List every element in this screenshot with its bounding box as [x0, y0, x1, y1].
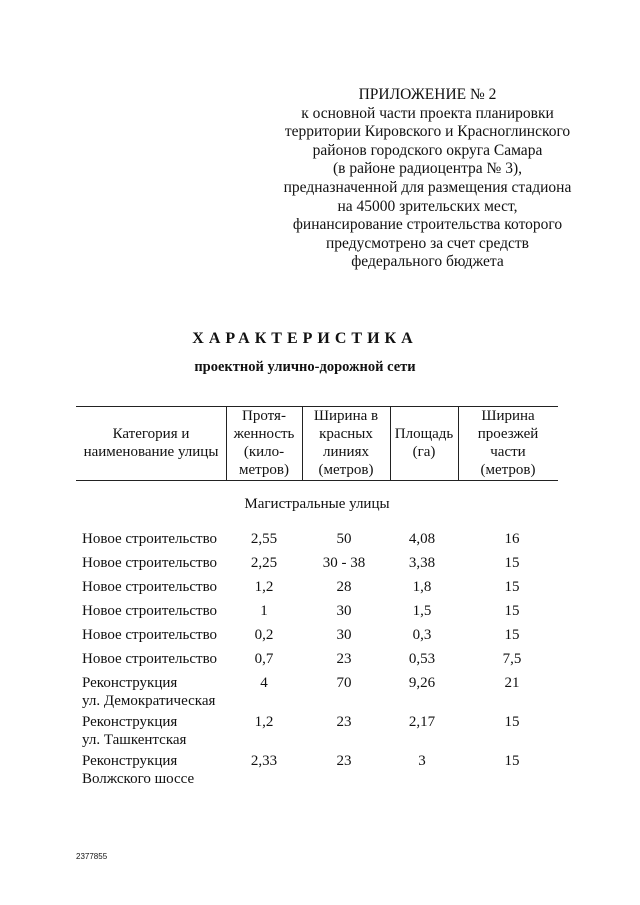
header-text: женность — [233, 426, 295, 442]
red-line-width-cell: 23 — [336, 714, 352, 730]
document-number: 2377855 — [76, 852, 108, 861]
length-cell: 1,2 — [254, 579, 274, 595]
roadway-width-cell: 7,5 — [502, 651, 522, 667]
red-line-width-cell: 23 — [336, 651, 352, 667]
header-text: красных — [319, 426, 373, 442]
header-text: (га) — [412, 444, 436, 460]
red-line-width-cell: 50 — [336, 531, 352, 547]
roadway-width-cell: 15 — [504, 555, 520, 571]
header-text: Категория и — [112, 426, 190, 442]
red-line-width-cell: 23 — [336, 753, 352, 769]
table-body — [76, 530, 558, 791]
section-title: Магистральные улицы — [244, 496, 390, 512]
table-row — [76, 752, 558, 791]
header-text: (метров) — [318, 462, 374, 478]
header-text: Ширина в — [313, 408, 379, 424]
header-roadway-width — [458, 406, 558, 480]
area-cell: 9,26 — [408, 675, 436, 691]
street-name: Реконструкция ул. Демократическая — [82, 675, 216, 709]
header-text: линиях — [323, 444, 369, 460]
area-cell: 3 — [418, 753, 426, 769]
appendix-line: территории Кировского и Красноглинского — [284, 123, 571, 141]
table-row — [76, 530, 558, 554]
table-row — [76, 578, 558, 602]
length-cell: 2,33 — [250, 753, 278, 769]
header-text: наименование улицы — [83, 444, 219, 460]
appendix-line: к основной части проекта планировки — [301, 104, 554, 122]
length-cell: 0,2 — [254, 627, 274, 643]
roadway-width-cell: 15 — [504, 627, 520, 643]
street-name: Новое строительство — [82, 603, 218, 619]
roadway-width-cell: 15 — [504, 603, 520, 619]
area-cell: 0,3 — [412, 627, 432, 643]
red-line-width-cell: 30 — [336, 627, 352, 643]
length-cell: 2,25 — [250, 555, 278, 571]
header-length — [226, 406, 302, 480]
street-name: Новое строительство — [82, 651, 218, 667]
red-line-width-cell: 30 — [336, 603, 352, 619]
red-line-width-cell: 30 - 38 — [322, 555, 366, 571]
length-cell: 4 — [260, 675, 268, 691]
roadway-width-cell: 15 — [504, 753, 520, 769]
area-cell: 0,53 — [408, 651, 436, 667]
header-text: метров) — [239, 462, 289, 478]
area-cell: 1,5 — [412, 603, 432, 619]
appendix-line: на 45000 зрительских мест, — [337, 197, 518, 215]
header-text: проезжей — [477, 426, 539, 442]
area-cell: 3,38 — [408, 555, 436, 571]
length-cell: 0,7 — [254, 651, 274, 667]
header-text: (метров) — [480, 462, 536, 478]
table-row — [76, 650, 558, 674]
appendix-line: федерального бюджета — [351, 253, 504, 271]
header-text: Ширина — [481, 408, 535, 424]
appendix-line: предусмотрено за счет средств — [325, 234, 530, 252]
appendix-line: финансирование строительства которого — [292, 216, 563, 234]
table-row — [76, 602, 558, 626]
street-name: Новое строительство — [82, 531, 218, 547]
appendix-heading — [255, 86, 600, 272]
roadway-width-cell: 15 — [504, 579, 520, 595]
length-cell: 1,2 — [254, 714, 274, 730]
header-red-line-width — [302, 406, 390, 480]
red-line-width-cell: 28 — [336, 579, 352, 595]
header-text: части — [490, 444, 526, 460]
table-row — [76, 713, 558, 752]
street-name: Новое строительство — [82, 579, 218, 595]
document-subtitle: проектной улично-дорожной сети — [194, 359, 416, 375]
document-title: ХАРАКТЕРИСТИКА — [192, 330, 418, 347]
table-header-rule — [76, 480, 558, 481]
red-line-width-cell: 70 — [336, 675, 352, 691]
roadway-width-cell: 21 — [504, 675, 520, 691]
area-cell: 1,8 — [412, 579, 432, 595]
street-name: Реконструкция Волжского шоссе — [82, 753, 195, 787]
roadway-width-cell: 15 — [504, 714, 520, 730]
appendix-line: (в районе радиоцентра № 3), — [332, 160, 523, 178]
street-name: Реконструкция ул. Ташкентская — [82, 714, 187, 748]
length-cell: 1 — [260, 603, 268, 619]
appendix-number: ПРИЛОЖЕНИЕ № 2 — [358, 86, 497, 103]
street-name: Новое строительство — [82, 627, 218, 643]
length-cell: 2,55 — [250, 531, 278, 547]
appendix-line: районов городского округа Самара — [312, 141, 543, 159]
area-cell: 4,08 — [408, 531, 436, 547]
table-row — [76, 626, 558, 650]
header-text: Площадь — [394, 426, 454, 442]
roadway-width-cell: 16 — [504, 531, 520, 547]
street-name: Новое строительство — [82, 555, 218, 571]
header-category — [76, 406, 226, 480]
table-row — [76, 554, 558, 578]
header-text: Протя- — [242, 408, 286, 424]
area-cell: 2,17 — [408, 714, 436, 730]
header-text: (кило- — [243, 444, 285, 460]
table-row — [76, 674, 558, 713]
header-area — [390, 406, 458, 480]
appendix-line: предназначенной для размещения стадиона — [283, 178, 572, 196]
